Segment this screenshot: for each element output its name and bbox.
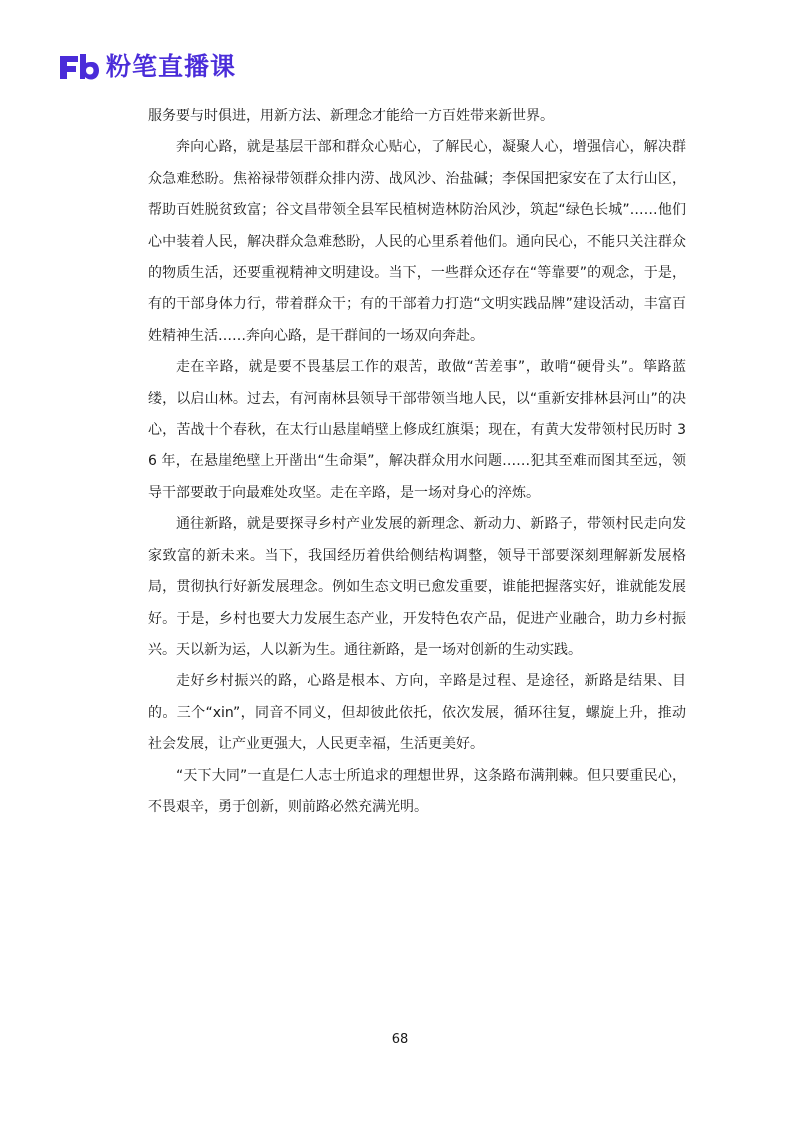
page-number: 68 <box>391 1032 409 1047</box>
paragraph-6: “天下大同”一直是仁人志士所追求的理想世界，这条路布满荆棘。但只要重民心，不畏艰辛，勇于创新，则前路必然充满光明。 <box>148 767 686 815</box>
header <box>58 50 236 84</box>
paragraph-4: 通往新路，就是要探寻乡村产业发展的新理念、新动力、新路子，带领村民走向发家致富的新未来。当下，我国经历着供给侧结构调整，领导干部要深刻理解新发展格局，贯彻执行好新发展理念。例如生态文明已愈发重要，谁能把握落实好，谁就能发展好。于是，乡村也要大力发展生态产业，开发特色农产品，促进产业融合，助力乡村振兴。天以新为运，人以新为生。通往新路，是一场对创新的生动实践。 <box>148 516 686 658</box>
paragraph-1: 服务要与时俱进，用新方法、新理念才能给一方百姓带来新世界。 <box>148 108 554 124</box>
logo-text: 粉笔直播课 <box>106 52 237 81</box>
paragraph-3: 走在辛路，就是要不畏基层工作的艰苦，敢做“苦差事”，敢啃“硬骨头”。筚路蓝缕，以启山林。过去，有河南林县领导干部带领当地人民，以“重新安排林县河山”的决心，苦战十个春秋，在太行山悬崖峭壁上修成红旗渠；现在，有黄大发带领村民历时 36 年，在悬崖绝壁上开凿出“生命渠”，解决群众用水问题……犯其至难而图其至远，领导干部要敢于向最难处攻坚。走在辛路，是一场对身心的淬炼。 <box>148 359 686 501</box>
paragraph-2: 奔向心路，就是基层干部和群众心贴心，了解民心，凝聚人心，增强信心，解决群众急难愁盼。焦裕禄带领群众排内涝、战风沙、治盐碱；李保国把家安在了太行山区，帮助百姓脱贫致富；谷文昌带领全县军民植树造林防治风沙，筑起“绿色长城”……他们心中装着人民，解决群众急难愁盼，人民的心里系着他们。通向民心，不能只关注群众的物质生活，还要重视精神文明建设。当下，一些群众还存在“等靠要”的观念，于是，有的干部身体力行，带着群众干；有的干部着力打造“文明实践品牌”建设活动，丰富百姓精神生活……奔向心路，是干群间的一场双向奔赴。 <box>148 139 686 344</box>
fb-logo-icon <box>58 52 100 82</box>
paragraph-5: 走好乡村振兴的路，心路是根本、方向，辛路是过程、是途径，新路是结果、目的。三个“xin”，同音不同义，但却彼此依托，依次发展，循环往复，螺旋上升，推动社会发展，让产业更强大，人民更幸福，生活更美好。 <box>148 673 686 753</box>
article-body <box>148 101 686 823</box>
